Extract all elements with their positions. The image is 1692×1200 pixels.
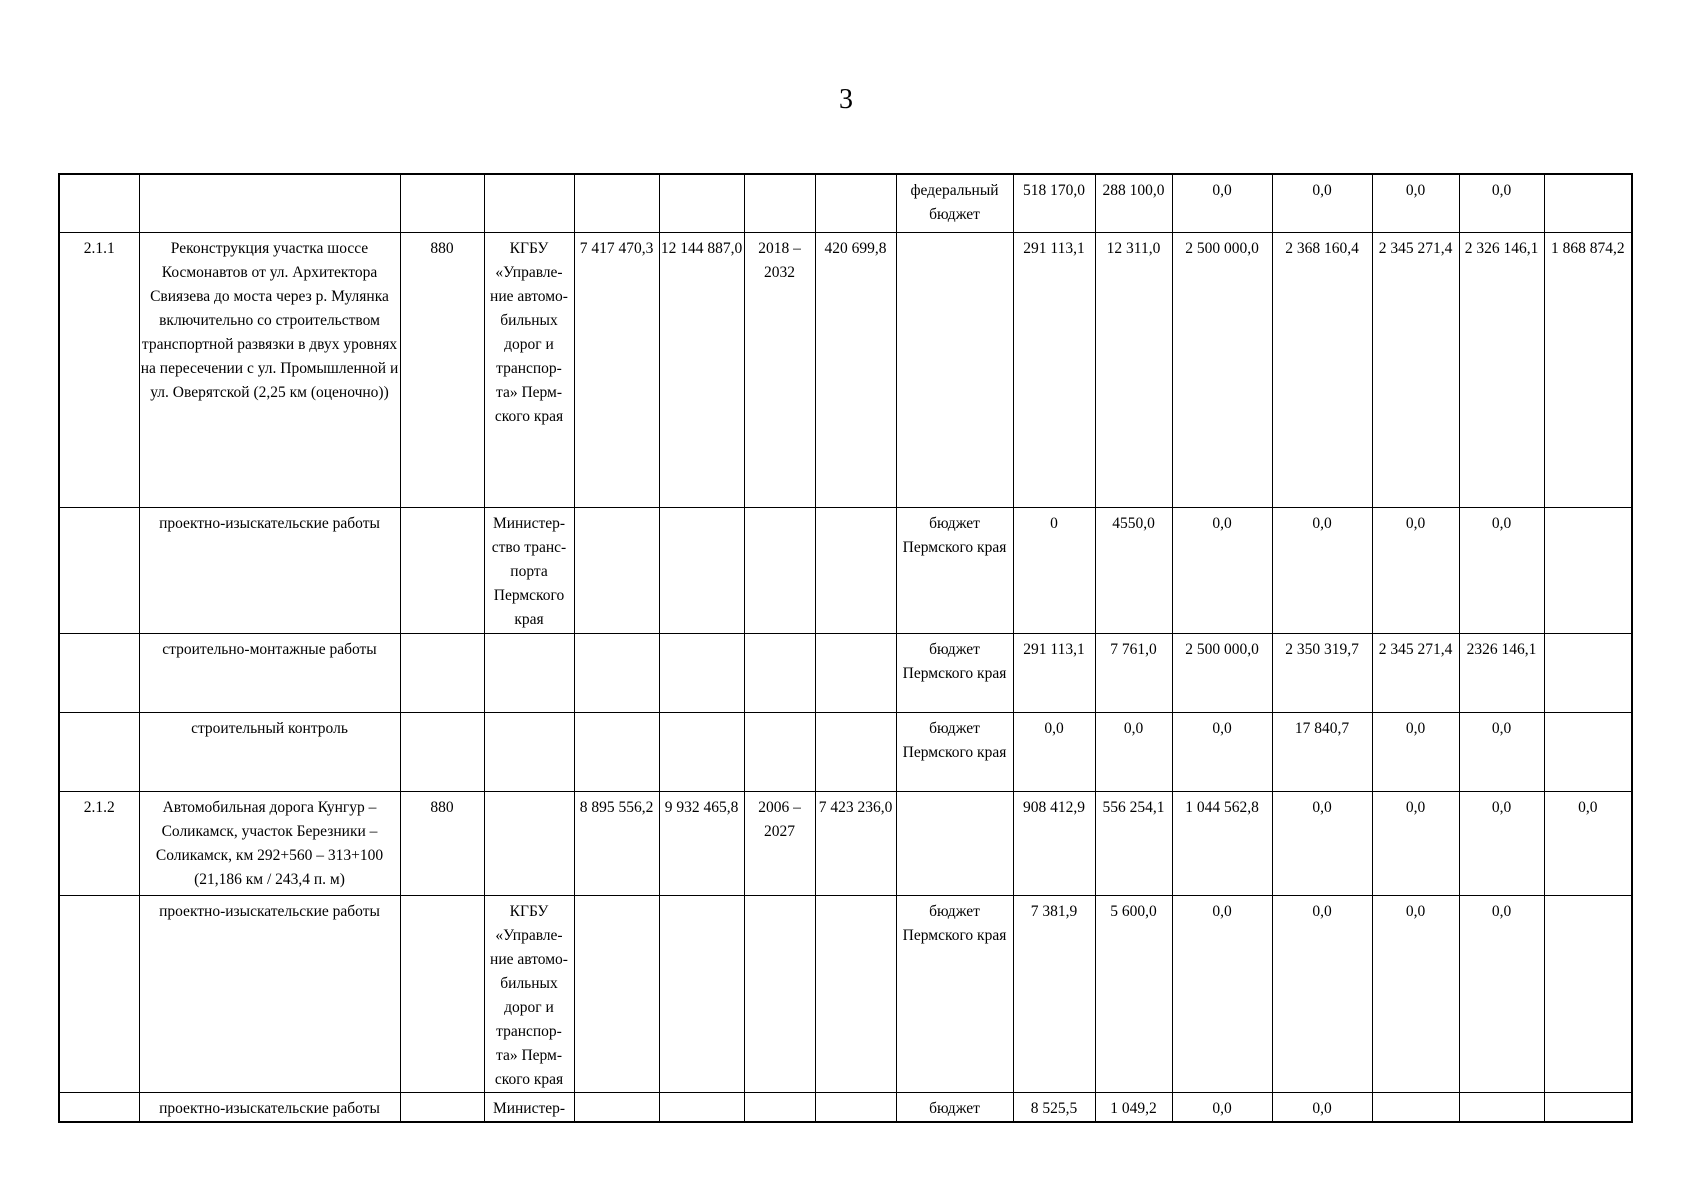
year-3-value-cell: 0,0 — [1172, 508, 1272, 634]
year-7-value-cell: 1 868 874,2 — [1544, 233, 1632, 508]
ministry-code-cell — [400, 508, 484, 634]
year-7-value-cell — [1544, 508, 1632, 634]
year-1-value-cell: 7 381,9 — [1013, 896, 1095, 1093]
ministry-code-cell: 880 — [400, 233, 484, 508]
year-4-value-cell: 0,0 — [1272, 792, 1372, 896]
period-cell: 2018 – 2032 — [744, 233, 815, 508]
spent-before-cell — [815, 508, 896, 634]
table-row — [59, 792, 1632, 896]
year-7-value-cell: 0,0 — [1544, 792, 1632, 896]
responsible-org-cell — [484, 634, 574, 713]
year-5-value-cell: 2 345 271,4 — [1372, 233, 1459, 508]
year-3-value-cell: 2 500 000,0 — [1172, 233, 1272, 508]
year-6-value-cell: 2 326 146,1 — [1459, 233, 1544, 508]
period-cell — [744, 1093, 815, 1123]
responsible-org-cell: КГБУ «Управле-ние автомо-бильных дорог и транспор-та» Перм-ского края — [484, 233, 574, 508]
row-number-cell — [59, 508, 139, 634]
year-5-value-cell: 0,0 — [1372, 792, 1459, 896]
year-3-value-cell: 2 500 000,0 — [1172, 634, 1272, 713]
estimated-cost-cell — [574, 896, 659, 1093]
year-4-value-cell: 0,0 — [1272, 896, 1372, 1093]
spent-before-cell — [815, 713, 896, 792]
estimated-cost-cell — [574, 1093, 659, 1123]
year-1-value-cell: 908 412,9 — [1013, 792, 1095, 896]
table-row — [59, 713, 1632, 792]
measure-name-cell — [139, 174, 400, 233]
responsible-org-cell: Министер-ство транс-порта Пермского края — [484, 508, 574, 634]
row-number-cell — [59, 634, 139, 713]
funding-source-cell: федеральный бюджет — [896, 174, 1013, 233]
measure-name-cell: строительный контроль — [139, 713, 400, 792]
year-1-value-cell: 518 170,0 — [1013, 174, 1095, 233]
year-7-value-cell — [1544, 896, 1632, 1093]
year-4-value-cell: 0,0 — [1272, 174, 1372, 233]
estimated-cost-cell — [574, 634, 659, 713]
year-7-value-cell — [1544, 174, 1632, 233]
year-4-value-cell: 2 350 319,7 — [1272, 634, 1372, 713]
year-2-value-cell: 556 254,1 — [1095, 792, 1172, 896]
funding-source-cell: бюджет Пермского края — [896, 634, 1013, 713]
responsible-org-cell: Министер- — [484, 1093, 574, 1123]
year-7-value-cell — [1544, 1093, 1632, 1123]
page-number: 3 — [839, 84, 853, 115]
year-7-value-cell — [1544, 713, 1632, 792]
year-4-value-cell: 17 840,7 — [1272, 713, 1372, 792]
year-2-value-cell: 12 311,0 — [1095, 233, 1172, 508]
total-cost-cell — [659, 1093, 744, 1123]
table-row — [59, 896, 1632, 1093]
row-number-cell — [59, 896, 139, 1093]
year-4-value-cell: 0,0 — [1272, 508, 1372, 634]
year-6-value-cell: 0,0 — [1459, 896, 1544, 1093]
year-6-value-cell: 0,0 — [1459, 508, 1544, 634]
year-4-value-cell: 2 368 160,4 — [1272, 233, 1372, 508]
year-6-value-cell: 0,0 — [1459, 174, 1544, 233]
year-2-value-cell: 288 100,0 — [1095, 174, 1172, 233]
period-cell — [744, 896, 815, 1093]
year-1-value-cell: 0,0 — [1013, 713, 1095, 792]
budget-table — [58, 173, 1633, 1123]
table-row — [59, 233, 1632, 508]
table-row — [59, 1093, 1632, 1123]
year-5-value-cell — [1372, 1093, 1459, 1123]
estimated-cost-cell — [574, 174, 659, 233]
year-1-value-cell: 0 — [1013, 508, 1095, 634]
ministry-code-cell — [400, 713, 484, 792]
funding-source-cell: бюджет — [896, 1093, 1013, 1123]
year-2-value-cell: 0,0 — [1095, 713, 1172, 792]
table-row — [59, 174, 1632, 233]
estimated-cost-cell: 7 417 470,3 — [574, 233, 659, 508]
ministry-code-cell — [400, 896, 484, 1093]
year-5-value-cell: 0,0 — [1372, 508, 1459, 634]
measure-name-cell: проектно-изыскательские работы — [139, 1093, 400, 1123]
year-1-value-cell: 291 113,1 — [1013, 634, 1095, 713]
year-6-value-cell — [1459, 1093, 1544, 1123]
year-4-value-cell: 0,0 — [1272, 1093, 1372, 1123]
table-row — [59, 634, 1632, 713]
spent-before-cell — [815, 1093, 896, 1123]
total-cost-cell: 12 144 887,0 — [659, 233, 744, 508]
measure-name-cell: Реконструкция участка шоссе Космонавтов от ул. Архитектора Свиязева до моста через р. Мулянка включительно со строительством транспортной развязки в двух уровнях на пересечении с ул. Промышленной и ул. Оверятской (2,25 км (оценочно)) — [139, 233, 400, 508]
spent-before-cell: 7 423 236,0 — [815, 792, 896, 896]
estimated-cost-cell: 8 895 556,2 — [574, 792, 659, 896]
funding-source-cell — [896, 792, 1013, 896]
funding-source-cell: бюджет Пермского края — [896, 713, 1013, 792]
spent-before-cell — [815, 634, 896, 713]
period-cell — [744, 634, 815, 713]
total-cost-cell: 9 932 465,8 — [659, 792, 744, 896]
period-cell — [744, 174, 815, 233]
year-2-value-cell: 5 600,0 — [1095, 896, 1172, 1093]
year-3-value-cell: 0,0 — [1172, 713, 1272, 792]
funding-source-cell: бюджет Пермского края — [896, 508, 1013, 634]
ministry-code-cell — [400, 634, 484, 713]
estimated-cost-cell — [574, 713, 659, 792]
responsible-org-cell — [484, 174, 574, 233]
year-3-value-cell: 0,0 — [1172, 896, 1272, 1093]
spent-before-cell — [815, 174, 896, 233]
row-number-cell — [59, 174, 139, 233]
funding-source-cell — [896, 233, 1013, 508]
year-2-value-cell: 4550,0 — [1095, 508, 1172, 634]
year-3-value-cell: 0,0 — [1172, 174, 1272, 233]
funding-source-cell: бюджет Пермского края — [896, 896, 1013, 1093]
year-5-value-cell: 0,0 — [1372, 174, 1459, 233]
spent-before-cell — [815, 896, 896, 1093]
spent-before-cell: 420 699,8 — [815, 233, 896, 508]
year-5-value-cell: 0,0 — [1372, 896, 1459, 1093]
year-3-value-cell: 0,0 — [1172, 1093, 1272, 1123]
year-5-value-cell: 2 345 271,4 — [1372, 634, 1459, 713]
period-cell: 2006 – 2027 — [744, 792, 815, 896]
year-3-value-cell: 1 044 562,8 — [1172, 792, 1272, 896]
year-5-value-cell: 0,0 — [1372, 713, 1459, 792]
year-6-value-cell: 0,0 — [1459, 792, 1544, 896]
row-number-cell: 2.1.1 — [59, 233, 139, 508]
year-2-value-cell: 7 761,0 — [1095, 634, 1172, 713]
period-cell — [744, 508, 815, 634]
year-6-value-cell: 0,0 — [1459, 713, 1544, 792]
table-row — [59, 508, 1632, 634]
year-1-value-cell: 291 113,1 — [1013, 233, 1095, 508]
total-cost-cell — [659, 174, 744, 233]
row-number-cell: 2.1.2 — [59, 792, 139, 896]
total-cost-cell — [659, 713, 744, 792]
ministry-code-cell — [400, 1093, 484, 1123]
total-cost-cell — [659, 508, 744, 634]
total-cost-cell — [659, 634, 744, 713]
row-number-cell — [59, 1093, 139, 1123]
row-number-cell — [59, 713, 139, 792]
responsible-org-cell: КГБУ «Управле-ние автомо-бильных дорог и транспор-та» Перм-ского края — [484, 896, 574, 1093]
year-7-value-cell — [1544, 634, 1632, 713]
measure-name-cell: проектно-изыскательские работы — [139, 508, 400, 634]
year-2-value-cell: 1 049,2 — [1095, 1093, 1172, 1123]
measure-name-cell: Автомобильная дорога Кунгур – Соликамск, участок Березники – Соликамск, км 292+560 – 313+100 (21,186 км / 243,4 п. м) — [139, 792, 400, 896]
measure-name-cell: проектно-изыскательские работы — [139, 896, 400, 1093]
responsible-org-cell — [484, 792, 574, 896]
year-1-value-cell: 8 525,5 — [1013, 1093, 1095, 1123]
ministry-code-cell — [400, 174, 484, 233]
year-6-value-cell: 2326 146,1 — [1459, 634, 1544, 713]
period-cell — [744, 713, 815, 792]
ministry-code-cell: 880 — [400, 792, 484, 896]
total-cost-cell — [659, 896, 744, 1093]
estimated-cost-cell — [574, 508, 659, 634]
measure-name-cell: строительно-монтажные работы — [139, 634, 400, 713]
responsible-org-cell — [484, 713, 574, 792]
